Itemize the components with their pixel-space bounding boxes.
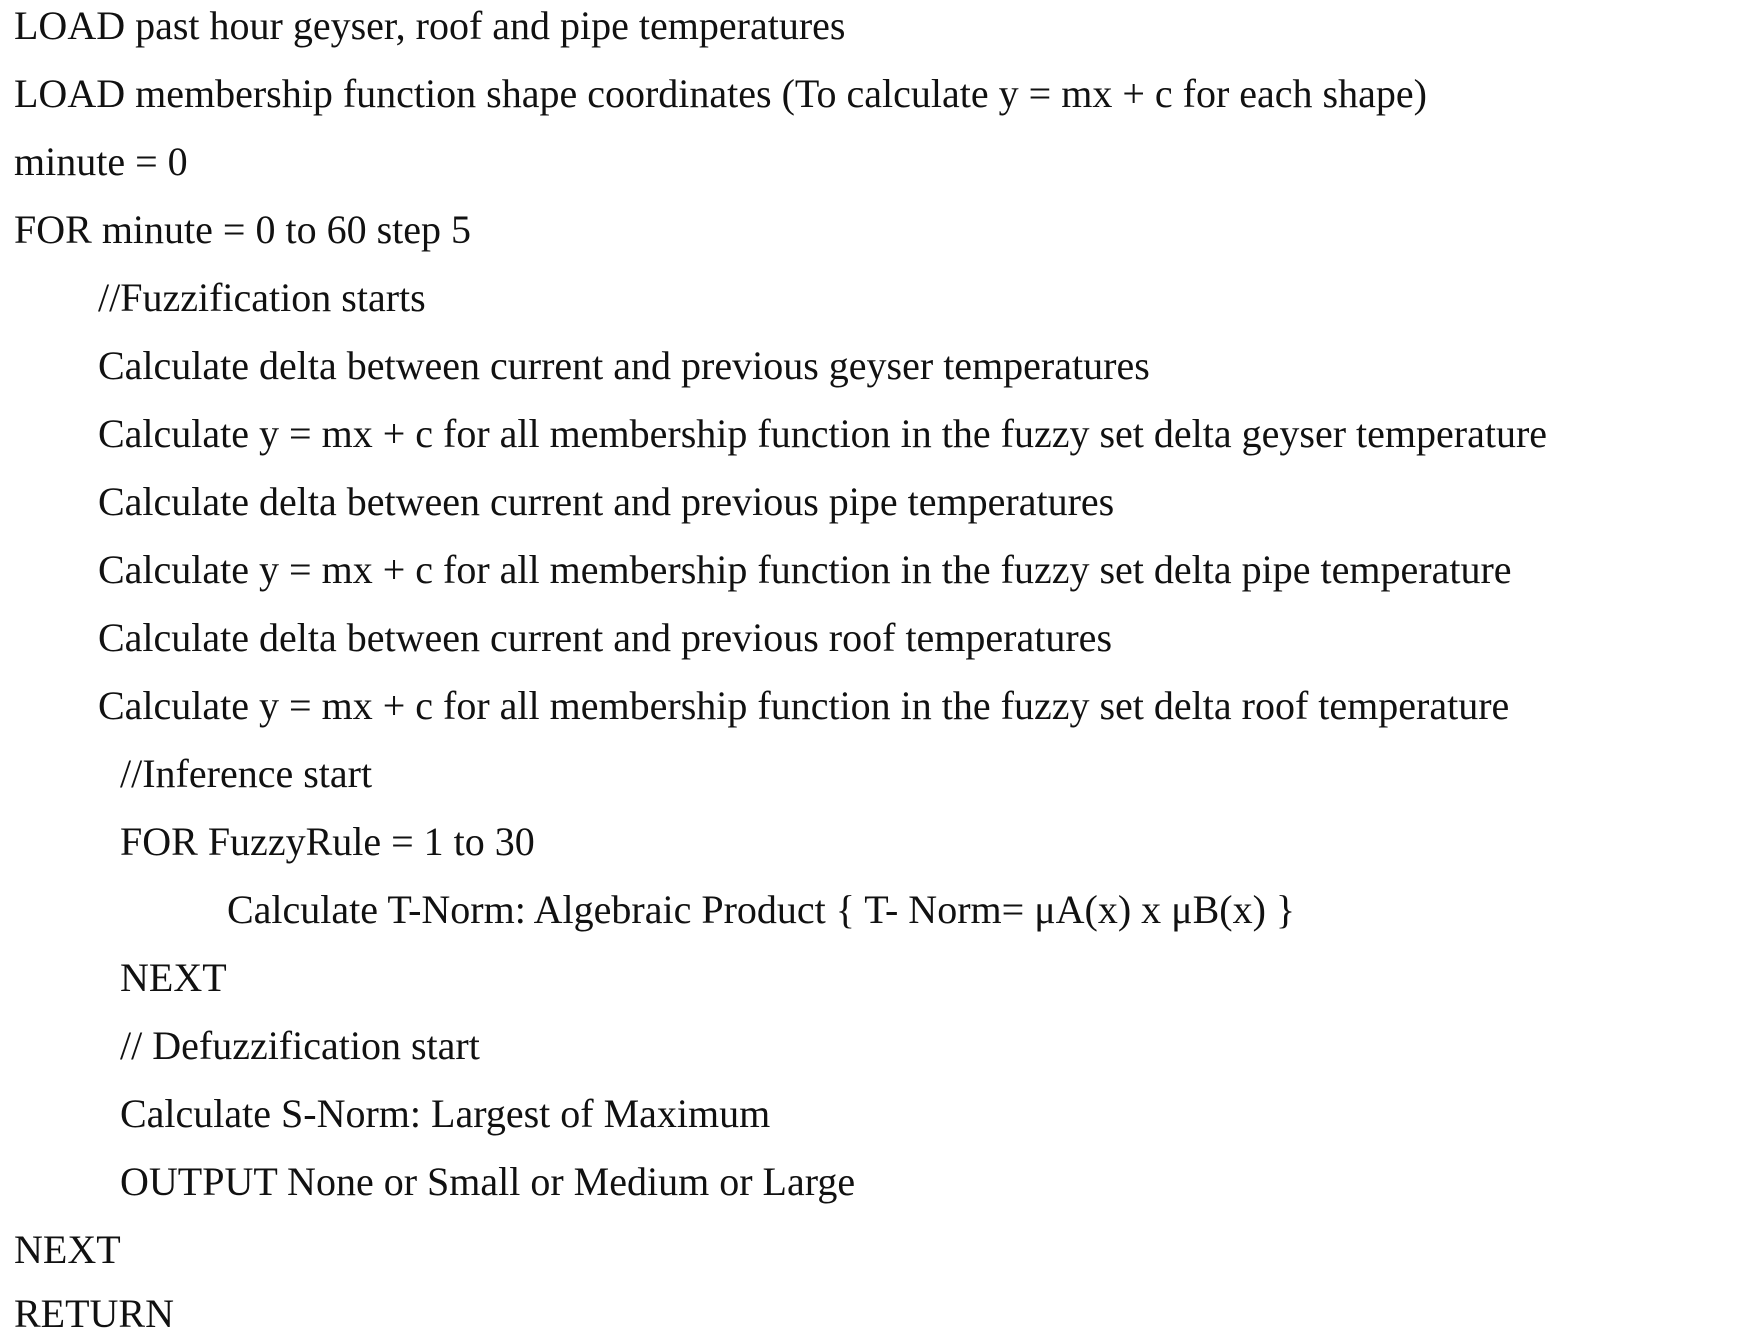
code-line-delta-pipe: Calculate delta between current and previous pipe temperatures (98, 479, 1115, 524)
code-line-minute-init: minute = 0 (14, 139, 188, 184)
code-line-return: RETURN (14, 1291, 174, 1336)
code-line-for-fuzzyrule: FOR FuzzyRule = 1 to 30 (120, 819, 535, 864)
code-line-mf-geyser: Calculate y = mx + c for all membership function in the fuzzy set delta geyser temperature (98, 411, 1548, 456)
code-line-delta-geyser: Calculate delta between current and previous geyser temperatures (98, 343, 1150, 388)
code-line-next-outer: NEXT (14, 1227, 121, 1272)
code-line-load-temperatures: LOAD past hour geyser, roof and pipe temperatures (14, 3, 846, 48)
code-comment-inference: //Inference start (120, 751, 373, 796)
code-line-for-minute: FOR minute = 0 to 60 step 5 (14, 207, 472, 252)
code-line-next-inner: NEXT (120, 955, 227, 1000)
code-line-snorm: Calculate S-Norm: Largest of Maximum (120, 1091, 771, 1136)
code-line-load-membership: LOAD membership function shape coordinates (To calculate y = mx + c for each shape) (14, 71, 1427, 116)
code-comment-fuzzification: //Fuzzification starts (98, 275, 426, 320)
code-line-tnorm: Calculate T-Norm: Algebraic Product { T- Norm= μA(x) x μB(x) } (227, 887, 1296, 932)
code-line-delta-roof: Calculate delta between current and previous roof temperatures (98, 615, 1113, 660)
code-line-mf-roof: Calculate y = mx + c for all membership function in the fuzzy set delta roof temperature (98, 683, 1510, 728)
code-comment-defuzzification: // Defuzzification start (120, 1023, 480, 1068)
code-line-output: OUTPUT None or Small or Medium or Large (120, 1159, 856, 1204)
code-line-mf-pipe: Calculate y = mx + c for all membership function in the fuzzy set delta pipe temperature (98, 547, 1512, 592)
